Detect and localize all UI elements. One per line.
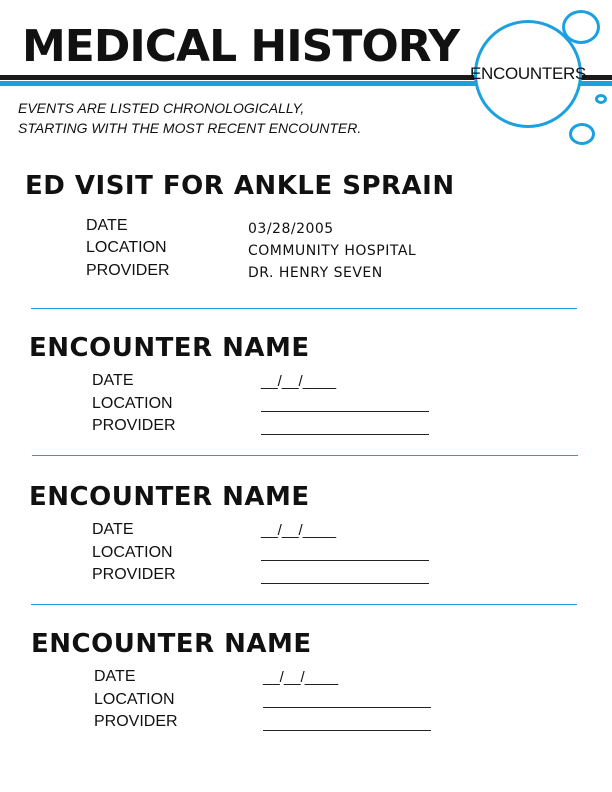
page-title: MEDICAL HISTORY bbox=[22, 21, 460, 72]
decorative-bubble-small bbox=[595, 94, 607, 104]
encounter-4-location-field[interactable] bbox=[263, 707, 431, 708]
encounter-2-provider-label: PROVIDER bbox=[92, 417, 176, 434]
section-divider bbox=[31, 604, 577, 605]
encounter-1-name: ED VISIT FOR ANKLE SPRAIN bbox=[25, 171, 455, 201]
encounter-1-location-value: COMMUNITY HOSPITAL bbox=[248, 243, 417, 259]
encounter-2-location-label: LOCATION bbox=[92, 395, 173, 412]
encounter-3-date-field[interactable]: __/__/____ bbox=[261, 522, 337, 539]
encounter-2-date-field[interactable]: __/__/____ bbox=[261, 373, 337, 390]
encounter-4-date-field[interactable]: __/__/____ bbox=[263, 669, 339, 686]
decorative-bubble-top bbox=[562, 10, 600, 44]
instructions-line-2: STARTING WITH THE MOST RECENT ENCOUNTER. bbox=[18, 120, 362, 136]
instructions-text bbox=[18, 98, 361, 138]
instructions-line-1: EVENTS ARE LISTED CHRONOLOGICALLY, bbox=[18, 100, 305, 116]
encounter-4-provider-label: PROVIDER bbox=[94, 713, 178, 730]
encounter-1-provider-value: DR. HENRY SEVEN bbox=[248, 265, 383, 281]
encounter-1-date-label: DATE bbox=[86, 217, 128, 234]
encounter-2-location-field[interactable] bbox=[261, 411, 429, 412]
encounter-3-date-label: DATE bbox=[92, 521, 134, 538]
encounter-2-date-label: DATE bbox=[92, 372, 134, 389]
encounters-badge-label: ENCOUNTERS bbox=[470, 64, 587, 83]
encounter-4-provider-field[interactable] bbox=[263, 730, 431, 731]
encounter-4-name: ENCOUNTER NAME bbox=[31, 629, 312, 659]
encounter-3-provider-field[interactable] bbox=[261, 583, 429, 584]
decorative-bubble-bottom bbox=[569, 123, 595, 145]
encounter-1-provider-label: PROVIDER bbox=[86, 262, 170, 279]
encounter-4-date-label: DATE bbox=[94, 668, 136, 685]
encounter-4-location-label: LOCATION bbox=[94, 691, 175, 708]
encounter-3-location-label: LOCATION bbox=[92, 544, 173, 561]
encounter-2-provider-field[interactable] bbox=[261, 434, 429, 435]
encounter-1-date-value: 03/28/2005 bbox=[248, 221, 334, 237]
encounter-3-location-field[interactable] bbox=[261, 560, 429, 561]
encounter-3-provider-label: PROVIDER bbox=[92, 566, 176, 583]
section-divider bbox=[31, 308, 577, 309]
encounter-2-name: ENCOUNTER NAME bbox=[29, 333, 310, 363]
section-divider bbox=[32, 455, 578, 456]
encounter-1-location-label: LOCATION bbox=[86, 239, 167, 256]
encounter-3-name: ENCOUNTER NAME bbox=[29, 482, 310, 512]
